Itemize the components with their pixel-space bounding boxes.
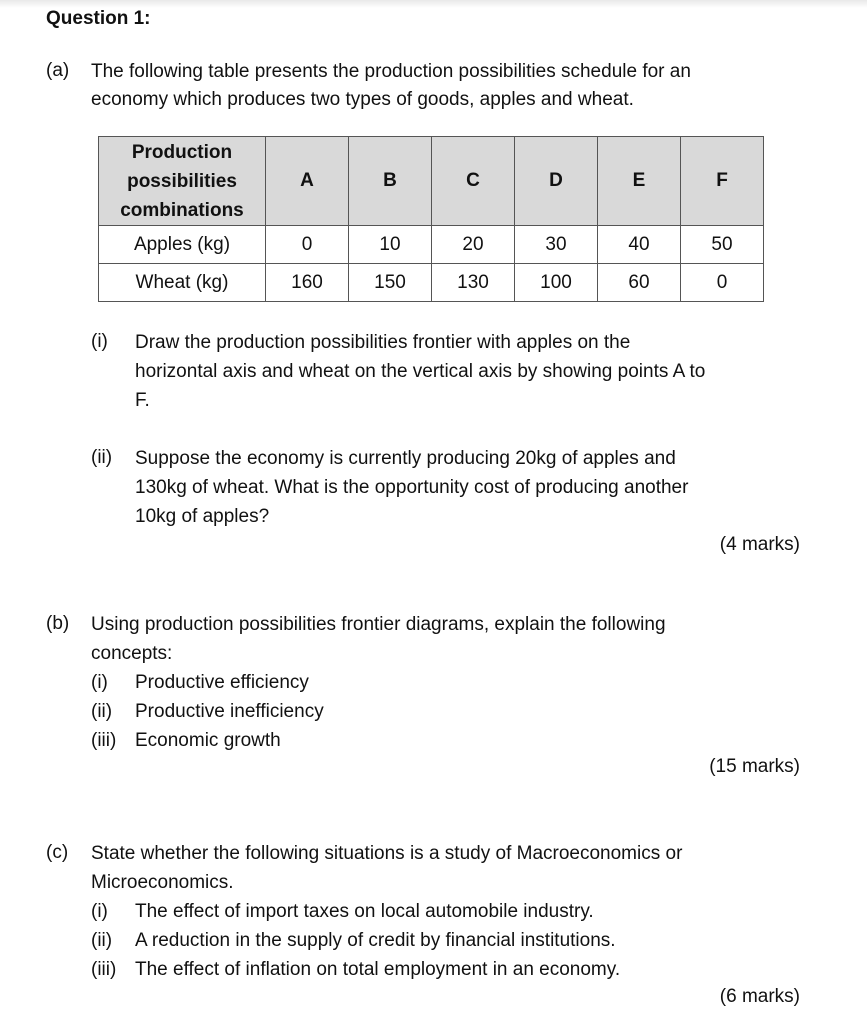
part-a-i-line: Draw the production possibilities frontier with apples on the — [135, 332, 631, 353]
list-item-number: (ii) — [91, 930, 113, 951]
part-c-label: (c) — [46, 842, 69, 863]
part-a-intro-line: The following table presents the production possibilities schedule for an — [91, 61, 691, 82]
list-item-text: The effect of import taxes on local automobile industry. — [135, 901, 594, 922]
list-item — [91, 726, 324, 755]
table-header-row — [99, 137, 764, 226]
part-a-ii-line: 130kg of wheat. What is the opportunity cost of producing another — [135, 477, 689, 498]
list-item-number: (iii) — [91, 959, 117, 980]
top-shadow-bar — [0, 0, 867, 8]
table-cell: 10 — [349, 226, 432, 264]
list-item-text: Productive efficiency — [135, 672, 309, 693]
question-title: Question 1: — [46, 8, 151, 29]
table-cell: 150 — [349, 264, 432, 302]
table-cell: 40 — [598, 226, 681, 264]
part-a-label: (a) — [46, 60, 70, 81]
table-cell: 60 — [598, 264, 681, 302]
production-possibilities-table — [98, 136, 764, 302]
header-line: Production — [131, 141, 233, 163]
table-cell: 100 — [515, 264, 598, 302]
column-header: B — [349, 137, 432, 226]
part-b-intro-line: Using production possibilities frontier diagrams, explain the following — [91, 614, 666, 635]
part-a-ii-label: (ii) — [91, 447, 113, 468]
list-item-number: (iii) — [91, 730, 117, 751]
table-cell: 0 — [681, 264, 764, 302]
column-header: D — [515, 137, 598, 226]
part-a-i-line: horizontal axis and wheat on the vertical axis by showing points A to — [135, 361, 706, 382]
part-a-ii-line: Suppose the economy is currently producing 20kg of apples and — [135, 448, 676, 469]
table-cell: 20 — [432, 226, 515, 264]
part-a-ii-text — [135, 444, 688, 531]
header-line: possibilities — [127, 170, 237, 192]
list-item-number: (ii) — [91, 701, 113, 722]
part-c-intro-line: Microeconomics. — [91, 872, 234, 893]
list-item — [91, 955, 620, 984]
table-cell: 0 — [266, 226, 349, 264]
table-cell: 160 — [266, 264, 349, 302]
part-a-i-label: (i) — [91, 331, 108, 352]
table-cell: 50 — [681, 226, 764, 264]
column-header: C — [432, 137, 515, 226]
table-row — [99, 226, 764, 264]
list-item-text: The effect of inflation on total employment in an economy. — [135, 959, 621, 980]
part-a-i-line: F. — [135, 390, 150, 411]
row-label: Apples (kg) — [99, 226, 266, 264]
column-header: A — [266, 137, 349, 226]
list-item-text: A reduction in the supply of credit by financial institutions. — [135, 930, 616, 951]
part-a-i-text — [135, 328, 705, 415]
column-header: F — [681, 137, 764, 226]
list-item — [91, 668, 324, 697]
part-b-intro-line: concepts: — [91, 643, 173, 664]
part-c-marks: (6 marks) — [719, 986, 800, 1007]
table-cell: 30 — [515, 226, 598, 264]
part-c-intro-line: State whether the following situations is a study of Macroeconomics or — [91, 843, 683, 864]
part-b-list — [91, 668, 324, 755]
list-item-number: (i) — [91, 672, 108, 693]
header-line: combinations — [120, 199, 244, 221]
list-item-text: Economic growth — [135, 730, 281, 751]
part-a-marks: (4 marks) — [719, 534, 800, 555]
list-item — [91, 926, 620, 955]
part-a-intro — [91, 58, 691, 114]
list-item-number: (i) — [91, 901, 108, 922]
list-item — [91, 897, 620, 926]
column-header: E — [598, 137, 681, 226]
table-cell: 130 — [432, 264, 515, 302]
part-c-intro — [91, 839, 682, 897]
part-a-ii-line: 10kg of apples? — [135, 506, 270, 527]
table-header-label — [99, 137, 266, 226]
list-item-text: Productive inefficiency — [135, 701, 324, 722]
part-b-label: (b) — [46, 613, 70, 634]
row-label: Wheat (kg) — [99, 264, 266, 302]
list-item — [91, 697, 324, 726]
part-b-intro — [91, 610, 666, 668]
part-a-intro-line: economy which produces two types of goods, apples and wheat. — [91, 89, 634, 110]
part-b-marks: (15 marks) — [709, 756, 800, 777]
part-c-list — [91, 897, 620, 984]
table-row — [99, 264, 764, 302]
